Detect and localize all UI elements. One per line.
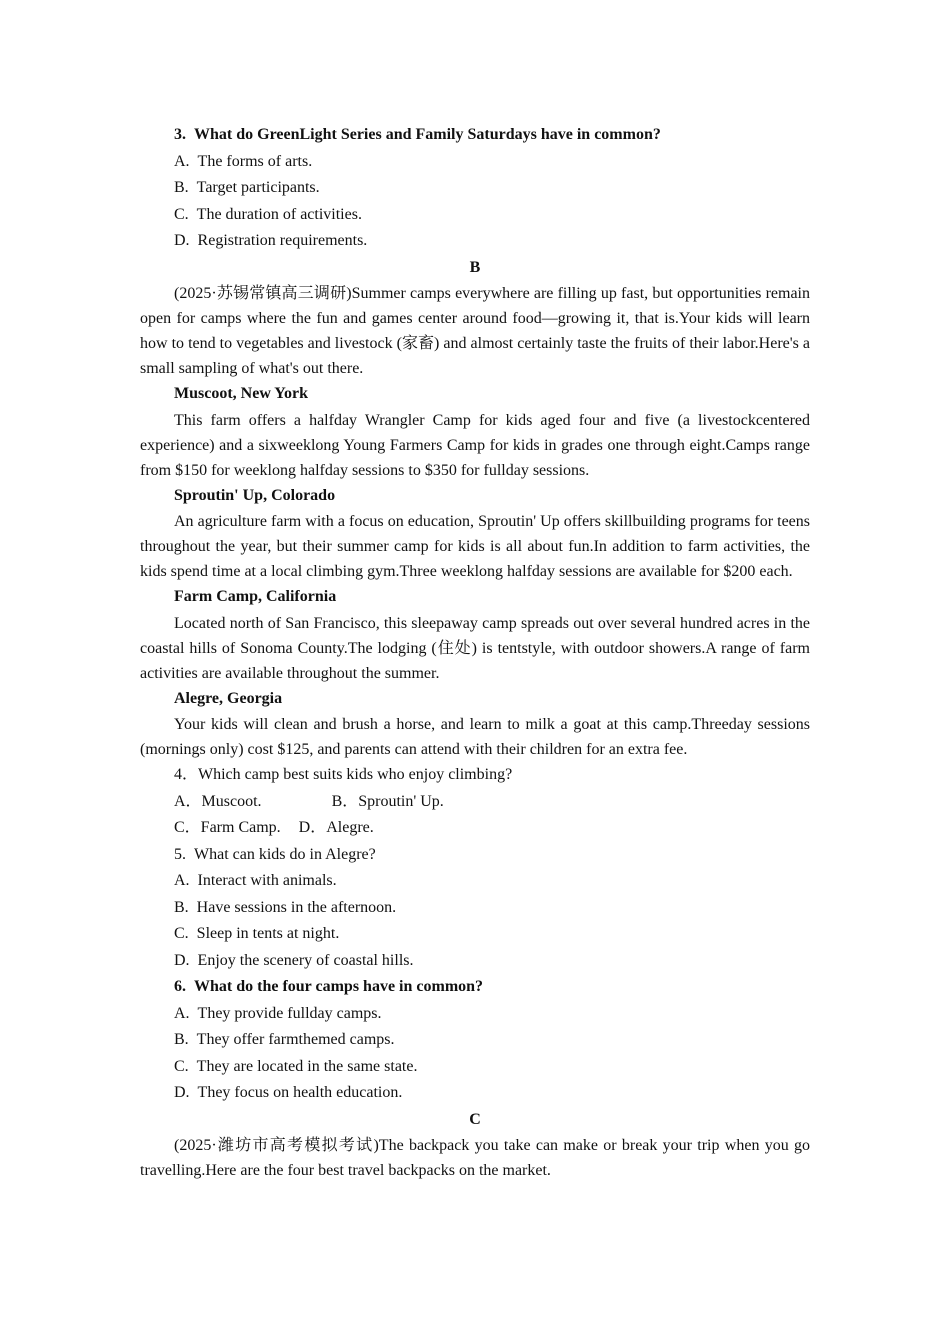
document-page	[140, 122, 810, 1183]
camp-1-name: Muscoot, New York	[174, 385, 309, 402]
question-3-option-a: A. The forms of arts.	[174, 152, 313, 170]
question-6-option-a: A. They provide fullday camps.	[174, 1004, 382, 1022]
question-5-stem: 5. What can kids do in Alegre?	[174, 845, 376, 863]
section-c-intro	[140, 1133, 810, 1183]
section-b-heading: B	[469, 258, 481, 276]
section-b-source: (2025·苏锡常镇高三调研)	[174, 285, 352, 302]
question-5-option-c: C. Sleep in tents at night.	[174, 925, 340, 942]
camp-4-text: Your kids will clean and brush a horse, and learn to milk a goat at this camp.Threeday sessions (mornings only) cost $125, and parents can attend with their children for an extra fee.	[140, 716, 810, 758]
section-c-source: (2025·潍坊市高考模拟考试)	[174, 1137, 379, 1154]
question-6-option-b: B. They offer farmthemed camps.	[174, 1031, 395, 1048]
question-4-options-row-1	[140, 789, 810, 816]
camp-3-text: Located north of San Francisco, this sleepaway camp spreads out over several hundred acres in the coastal hills of Sonoma County.The lodging (住处) is tentstyle, with outdoor showers.A range of farm activities are available throughout the summer.	[140, 614, 810, 682]
question-5-option-d: D. Enjoy the scenery of coastal hills.	[174, 951, 414, 969]
question-4-option-b: B．Sproutin' Up.	[331, 792, 444, 810]
question-3-option-c: C. The duration of activities.	[174, 205, 362, 223]
camp-3-name: Farm Camp, California	[174, 588, 337, 605]
question-6-stem: 6. What do the four camps have in common?	[174, 978, 484, 995]
question-3-stem: 3. What do GreenLight Series and Family Saturdays have in common?	[174, 126, 661, 143]
camp-1-text: This farm offers a halfday Wrangler Camp for kids aged four and five (a livestockcentered experience) and a sixweeklong Young Farmers Camp for kids in grades one through eight.Camps range from $150 for weeklong halfday sessions to $350 for fullday sessions.	[140, 411, 810, 479]
question-5-option-a: A. Interact with animals.	[174, 872, 337, 889]
question-3-option-b: B. Target participants.	[174, 179, 320, 196]
camp-4-name: Alegre, Georgia	[174, 689, 283, 707]
section-b-intro-text: Summer camps everywhere are filling up fast, but opportunities remain open for camps where the fun and games center around food—growing it, that is.Your kids will learn how to tend to vegetables and livestock (家畜) and almost certainly taste the fruits of their labor.Here's a small sampling of what's out there.	[140, 285, 810, 377]
question-4-option-a: A．Muscoot.	[174, 792, 262, 810]
question-4-stem: 4．Which camp best suits kids who enjoy climbing?	[174, 766, 513, 783]
question-6-option-d: D. They focus on health education.	[174, 1084, 403, 1101]
question-4-option-d: D．Alegre.	[298, 819, 374, 836]
camp-2-text: An agriculture farm with a focus on education, Sproutin' Up offers skillbuilding programs for teens throughout the year, but their summer camp for kids is all about fun.In addition to farm activities, the kids spend time at a local climbing gym.Three weeklong halfday sessions are available for $200 each.	[140, 513, 810, 580]
section-c-intro-text: The backpack you take can make or break your trip when you go travelling.Here are the four best travel backpacks on the market.	[140, 1137, 810, 1179]
camp-2-name: Sproutin' Up, Colorado	[174, 486, 336, 504]
question-4-options-row-2	[140, 815, 810, 842]
section-c-heading: C	[469, 1110, 481, 1128]
question-4-option-c: C．Farm Camp.	[174, 819, 281, 836]
question-5-option-b: B. Have sessions in the afternoon.	[174, 898, 397, 916]
section-b-intro	[140, 281, 810, 381]
question-3-option-d: D. Registration requirements.	[174, 232, 368, 249]
question-6-option-c: C. They are located in the same state.	[174, 1057, 418, 1075]
